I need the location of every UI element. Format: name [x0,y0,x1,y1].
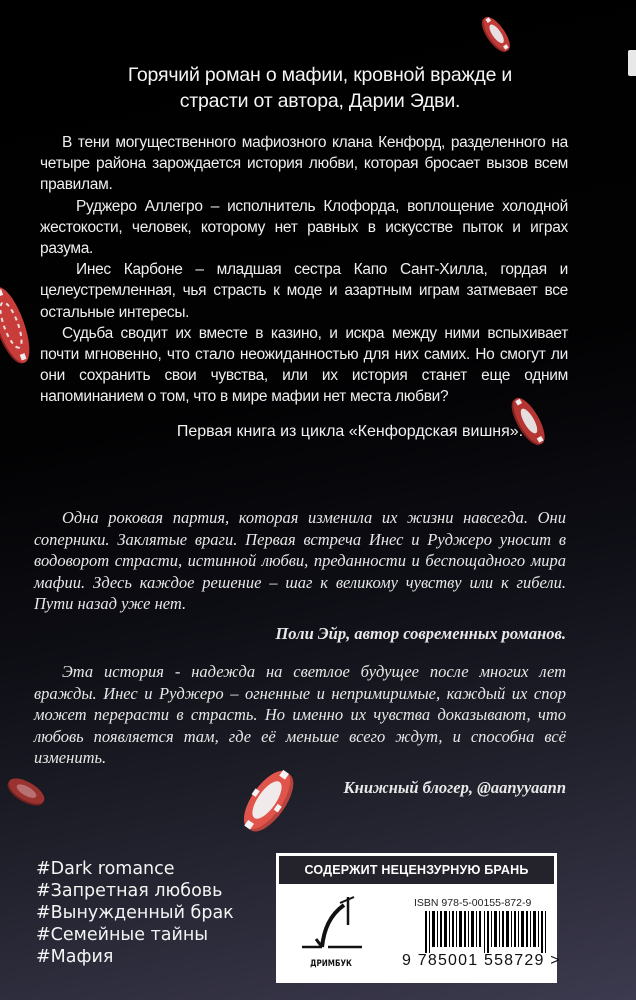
review-author: Книжный блогер, @aanyyaann [343,777,566,797]
playing-card-edge [628,50,636,76]
series-note: Первая книга из цикла «Кенфордская вишня». [176,423,524,440]
poker-chip-icon [474,12,516,58]
poker-chip-icon [0,282,36,368]
publisher-logo [286,893,376,975]
synopsis-paragraph: Руджеро Аллегро – исполнитель Клофорда, воплощение холодной жестокости, человек, которому нет равных в искусстве пыток и играх разума. [40,197,568,258]
synopsis-paragraph: Судьба сводит их вместе в казино, и искра между ними вспыхивает почти мгновенно, что стало неожиданностью для них самих. Но смогут ли они сохранить свои чувства, или их история станет еще одним напоминанием о том, что в мире мафии нет места любви? [40,324,568,406]
hashtag: #Семейные тайны [36,925,209,945]
hashtag: #Мафия [36,947,114,967]
barcode-digits: 9 785001 558729 > [402,952,561,969]
headline-line-2: страсти от автора, Дарии Эдви. [179,90,461,112]
synopsis [40,132,568,408]
hashtag: #Вынужденный брак [36,903,234,923]
review-text: Эта история - надежда на светлое будущее после многих лет вражды. Инес и Руджеро – огненные и непримиримые, каждый их спор может перерасти в страсть. Но именно их чувства доказывают, что любовь появляется там, где её меньше всего ждут, и способна всё изменить. [34,662,566,767]
review-author: Поли Эйр, автор современных романов. [275,623,566,643]
synopsis-paragraph: Инес Карбоне – младшая сестра Капо Сант-Хилла, гордая и целеустремленная, чья страсть к моде и азартным играм затмевает все остальные интересы. [40,261,568,321]
content-warning: СОДЕРЖИТ НЕЦЕНЗУРНУЮ БРАНЬ [278,855,555,885]
isbn-text: ISBN 978-5-00155-872-9 [414,897,532,909]
review-quote [34,507,566,644]
headline [80,62,560,114]
review-text: Одна роковая партия, которая изменила их жизни навсегда. Они соперники. Заклятые враги. Первая встреча Инес и Руджеро уносит в водоворот страсти, истинной любви, преданности и беспощадного мира мафии. Здесь каждое решение – шаг к великому чувству или к гибели. Пути назад уже нет. [34,508,566,613]
publisher-label [276,853,561,983]
hashtag-list [36,858,234,968]
publisher-name: ДРИМБУК [310,959,352,969]
hashtag: #Dark romance [36,859,175,879]
synopsis-paragraph: В тени могущественного мафиозного клана Кенфорд, разделенного на четыре района зарождается история любви, которая бросает вызов всем правилам. [40,134,568,194]
publisher-logo-icon [286,893,376,955]
hashtag: #Запретная любовь [36,881,223,901]
headline-line-1: Горячий роман о мафии, кровной вражде и [127,64,513,86]
review-quote [34,661,566,798]
barcode-icon [425,911,550,953]
